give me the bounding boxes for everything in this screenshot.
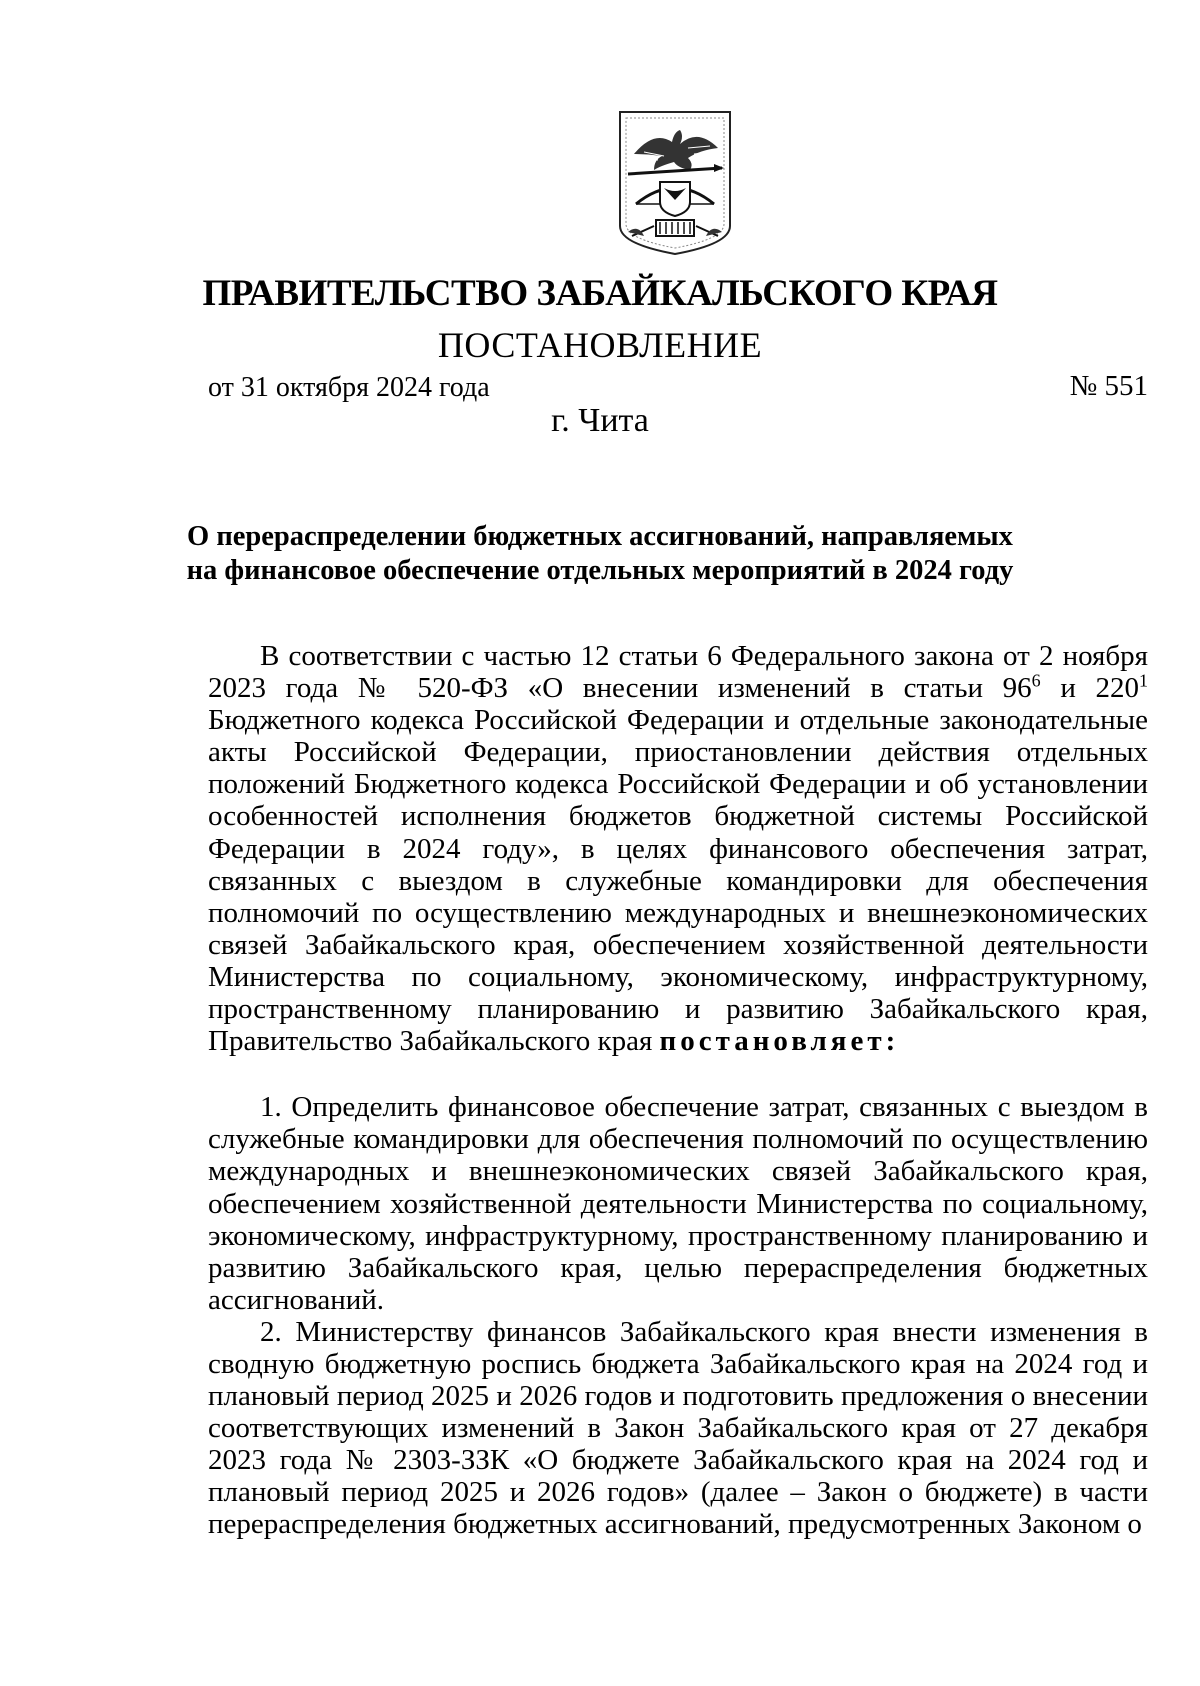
- document-body: [208, 640, 1148, 1541]
- preamble-paragraph: [208, 640, 1148, 1057]
- document-number: № 551: [1069, 370, 1148, 402]
- document-city: г. Чита: [551, 402, 649, 439]
- preamble-sup-2: 1: [1138, 670, 1148, 691]
- decree-word: постановляет:: [659, 1025, 900, 1058]
- document-title: [0, 520, 1200, 588]
- preamble-text-1: В соответствии с частью 12 статьи 6 Федерального закона от 2 ноября 2023 года № 520-ФЗ «О внесении изменений в статьи 96: [208, 640, 1148, 705]
- list-item: 2. Министерству финансов Забайкальского края внести изменения в сводную бюджетную роспись бюджета Забайкальского края на 2024 год и плановый период 2025 и 2026 годов и подготовить предложения о внесении соответствующих изменений в Закон Забайкальского края от 27 декабря 2023 года № 2303-ЗЗК «О бюджете Забайкальского края на 2024 год и плановый период 2025 и 2026 годов» (далее – Закон о бюджете) в части перераспределения бюджетных ассигнований, предусмотренных Законом о: [208, 1315, 1148, 1541]
- coat-of-arms-icon: [614, 108, 736, 256]
- organization-name: ПРАВИТЕЛЬСТВО ЗАБАЙКАЛЬСКОГО КРАЯ: [202, 273, 998, 314]
- preamble-text-2: и 220: [1040, 672, 1139, 705]
- list-item: 1. Определить финансовое обеспечение затрат, связанных с выездом в служебные командировки для обеспечения полномочий по осуществлению международных и внешнеэкономических связей Забайкальского края, обеспечением хозяйственной деятельности Министерства по социальному, экономическому, инфраструктурному, пространственному планированию и развитию Забайкальского края, целью перераспределения бюджетных ассигнований.: [208, 1091, 1148, 1316]
- document-type: ПОСТАНОВЛЕНИЕ: [437, 325, 763, 365]
- title-line-2: на финансовое обеспечение отдельных мероприятий в 2024 году: [186, 555, 1014, 586]
- document-date: от 31 октября 2024 года: [208, 372, 490, 403]
- title-line-1: О перераспределении бюджетных ассигнований, направляемых: [187, 521, 1013, 552]
- preamble-sup-1: 6: [1031, 670, 1041, 691]
- preamble-text-3: Бюджетного кодекса Российской Федерации и отдельные законодательные акты Российской Федерации, приостановлении действия отдельных положений Бюджетного кодекса Российской Федерации и об установлении особенностей исполнения бюджетов бюджетной системы Российской Федерации в 2024 году», в целях финансового обеспечения затрат, связанных с выездом в служебные командировки для обеспечения полномочий по осуществлению международных и внешнеэкономических связей Забайкальского края, обеспечением хозяйственной деятельности Министерства по социальному, экономическому, инфраструктурному, пространственному планированию и развитию Забайкальского края, Правительство Забайкальского края: [208, 704, 1148, 1058]
